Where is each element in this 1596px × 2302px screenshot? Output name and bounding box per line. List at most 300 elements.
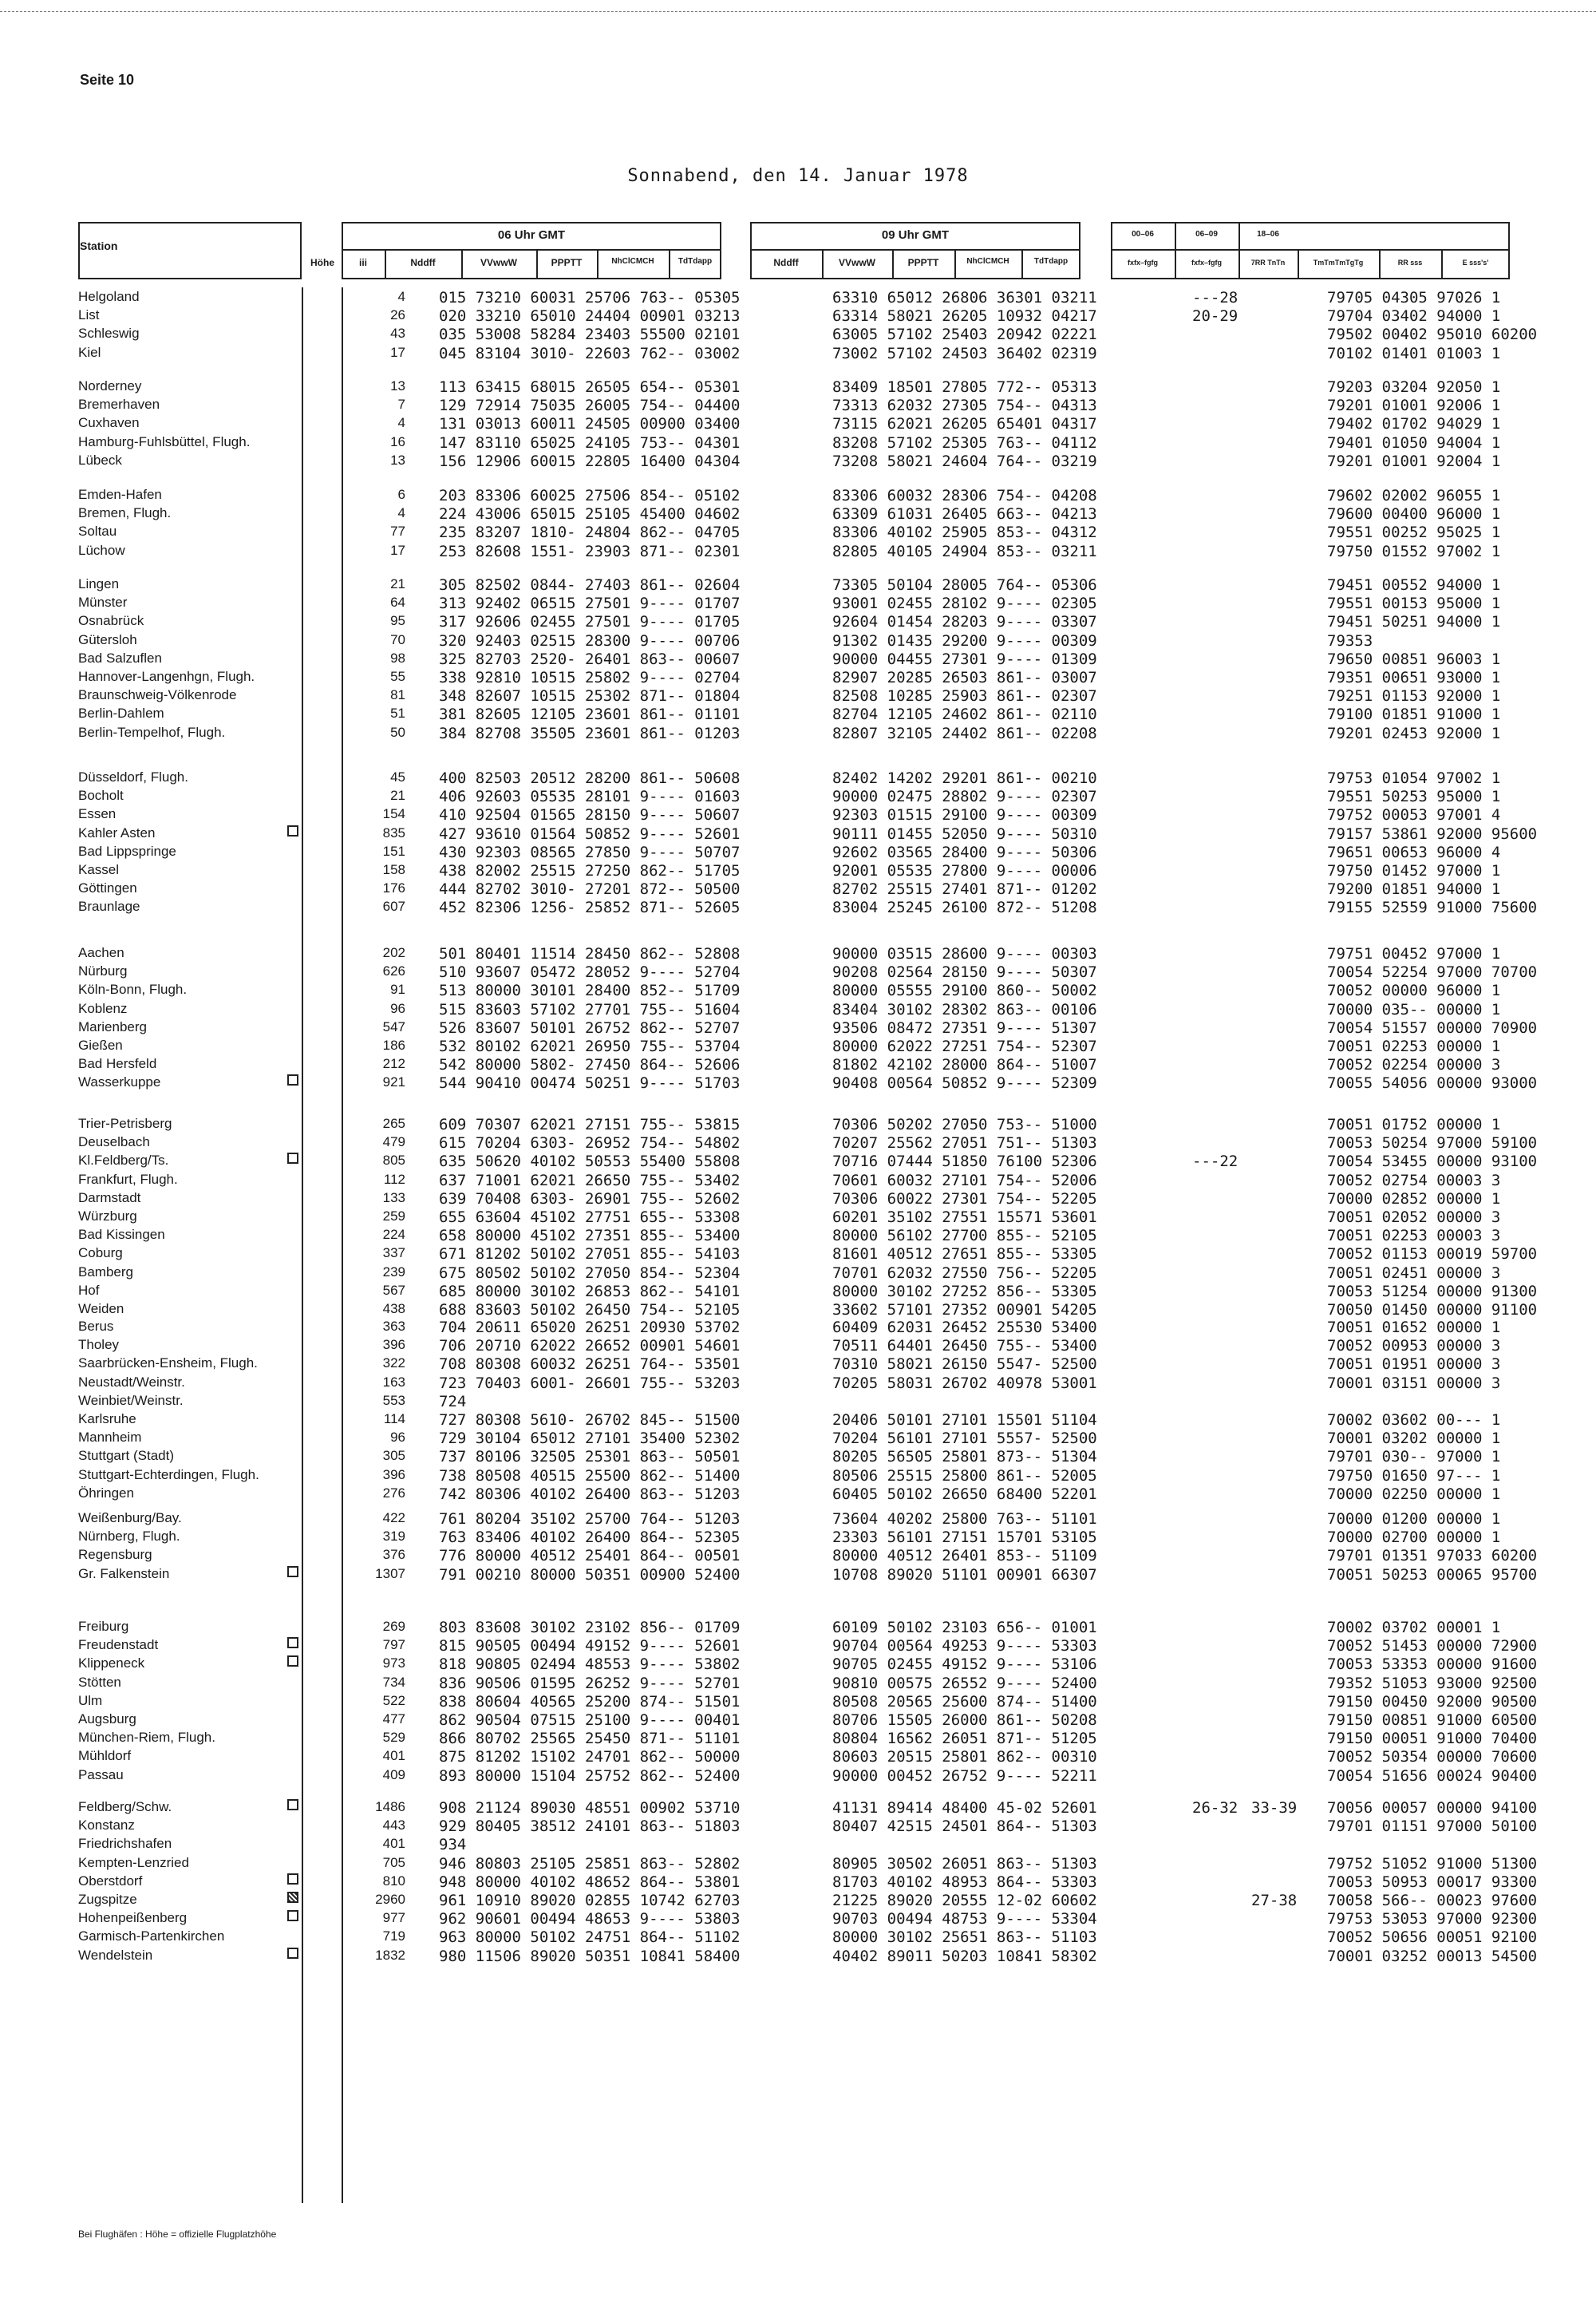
station-height: 409 bbox=[382, 1766, 405, 1782]
table-row bbox=[78, 289, 1555, 307]
table-row bbox=[78, 1619, 1555, 1636]
table-row bbox=[78, 1019, 1555, 1037]
station-height: 607 bbox=[382, 899, 405, 915]
observation-code: 929 80405 38512 24101 863-- 51803 bbox=[439, 1817, 741, 1836]
observation-code: 80506 25515 25800 861-- 52005 bbox=[832, 1466, 1097, 1485]
observation-code: 671 81202 50102 27051 855-- 54103 bbox=[439, 1245, 741, 1264]
observation-code: ---22 bbox=[1192, 1153, 1238, 1171]
observation-code: 92602 03565 28400 9---- 50306 bbox=[832, 843, 1097, 861]
observation-code: 235 83207 1810- 24804 862-- 04705 bbox=[439, 524, 741, 542]
observation-code: 70053 53353 00000 91600 bbox=[1327, 1655, 1538, 1674]
observation-code: 70000 02250 00000 1 bbox=[1327, 1485, 1501, 1503]
observation-code: 80706 15505 26000 861-- 50208 bbox=[832, 1711, 1097, 1729]
station-height: 805 bbox=[382, 1153, 405, 1169]
header-hoehe: Höhe bbox=[310, 257, 334, 268]
observation-code: 82805 40105 24904 853-- 03211 bbox=[832, 542, 1097, 560]
station-height: 265 bbox=[382, 1116, 405, 1131]
observation-code: 862 90504 07515 25100 9---- 00401 bbox=[439, 1711, 741, 1729]
station-height: 114 bbox=[383, 1411, 405, 1426]
observation-code: 838 80604 40565 25200 874-- 51501 bbox=[439, 1692, 741, 1711]
observation-code: 80905 30502 26051 863-- 51303 bbox=[832, 1854, 1097, 1873]
station-height: 396 bbox=[382, 1337, 405, 1353]
station-name: Coburg bbox=[78, 1245, 123, 1261]
table-row bbox=[78, 1836, 1555, 1853]
observation-code: 438 82002 25515 27250 862-- 51705 bbox=[439, 862, 741, 880]
station-height: 363 bbox=[382, 1319, 405, 1334]
station-name: Weinbiet/Weinstr. bbox=[78, 1392, 184, 1408]
station-height: 719 bbox=[382, 1928, 405, 1944]
observation-code: 510 93607 05472 28052 9---- 52704 bbox=[439, 963, 741, 982]
station-name: Klippeneck bbox=[78, 1655, 145, 1671]
mountain-station-marker-icon bbox=[287, 1637, 298, 1648]
observation-code: 946 80803 25105 25851 863-- 52802 bbox=[439, 1854, 741, 1873]
observation-code: 035 53008 58284 23403 55500 02101 bbox=[439, 326, 741, 344]
header-ff2: fxfx–fgfg bbox=[1191, 259, 1222, 267]
table-row bbox=[78, 1655, 1555, 1673]
observation-code: 80407 42515 24501 864-- 51303 bbox=[832, 1817, 1097, 1836]
observation-code: 33602 57101 27352 00901 54205 bbox=[832, 1301, 1097, 1319]
observation-code: 82508 10285 25903 861-- 02307 bbox=[832, 687, 1097, 706]
observation-code: 70051 01752 00000 1 bbox=[1327, 1116, 1501, 1133]
station-name: Friedrichshafen bbox=[78, 1836, 172, 1852]
observation-code: 384 82708 35505 23601 861-- 01203 bbox=[439, 724, 741, 742]
table-row bbox=[78, 687, 1555, 705]
observation-code: 325 82703 2520- 26401 863-- 00607 bbox=[439, 650, 741, 668]
observation-code: 60109 50102 23103 656-- 01001 bbox=[832, 1619, 1097, 1636]
station-height: 734 bbox=[382, 1674, 405, 1690]
table-row bbox=[78, 1355, 1555, 1373]
table-row bbox=[78, 595, 1555, 612]
table-row bbox=[78, 1245, 1555, 1263]
station-name: Mühldorf bbox=[78, 1748, 132, 1764]
station-height: 133 bbox=[382, 1189, 405, 1205]
observation-code: 761 80204 35102 25700 764-- 51203 bbox=[439, 1510, 741, 1528]
observation-code: 70000 02852 00000 1 bbox=[1327, 1189, 1501, 1208]
observation-code: 400 82503 20512 28200 861-- 50608 bbox=[439, 769, 741, 787]
station-name: Mannheim bbox=[78, 1430, 142, 1446]
station-name: Gießen bbox=[78, 1038, 123, 1053]
observation-code: 63314 58021 26205 10932 04217 bbox=[832, 307, 1097, 326]
station-name: Feldberg/Schw. bbox=[78, 1799, 172, 1814]
station-name: Garmisch-Partenkirchen bbox=[78, 1928, 225, 1944]
observation-code: ---28 bbox=[1192, 289, 1238, 307]
station-height: 422 bbox=[382, 1510, 405, 1525]
observation-code: 803 83608 30102 23102 856-- 01709 bbox=[439, 1619, 741, 1636]
table-row bbox=[78, 725, 1555, 742]
observation-code: 203 83306 60025 27506 854-- 05102 bbox=[439, 487, 741, 504]
observation-code: 742 80306 40102 26400 863-- 51203 bbox=[439, 1485, 741, 1503]
header-period-00-06: 00–06 bbox=[1132, 230, 1154, 239]
observation-code: 635 50620 40102 50553 55400 55808 bbox=[439, 1153, 741, 1171]
observation-code: 615 70204 6303- 26952 754-- 54802 bbox=[439, 1134, 741, 1153]
observation-code: 818 90805 02494 48553 9---- 53802 bbox=[439, 1655, 741, 1674]
observation-code: 70051 02253 00000 1 bbox=[1327, 1038, 1501, 1055]
station-height: 158 bbox=[382, 862, 405, 877]
observation-code: 81802 42102 28000 864-- 51007 bbox=[832, 1056, 1097, 1074]
observation-code: 70205 58031 26702 40978 53001 bbox=[832, 1374, 1097, 1392]
observation-code: 79600 00400 96000 1 bbox=[1327, 505, 1501, 524]
observation-code: 70002 03702 00001 1 bbox=[1327, 1619, 1501, 1636]
observation-code: 79201 01001 92004 1 bbox=[1327, 452, 1501, 470]
observation-code: 70052 50656 00051 92100 bbox=[1327, 1928, 1538, 1947]
header-06-tdtd: TdTdapp bbox=[678, 257, 713, 266]
station-name: Norderney bbox=[78, 378, 142, 394]
observation-code: 609 70307 62021 27151 755-- 53815 bbox=[439, 1116, 741, 1133]
observation-code: 79201 02453 92000 1 bbox=[1327, 724, 1501, 742]
observation-code: 658 80000 45102 27351 855-- 53400 bbox=[439, 1227, 741, 1245]
table-row bbox=[78, 1001, 1555, 1018]
observation-code: 908 21124 89030 48551 00902 53710 bbox=[439, 1799, 741, 1817]
page-number: Seite 10 bbox=[80, 72, 135, 88]
observation-code: 91302 01435 29200 9---- 00309 bbox=[832, 631, 1097, 650]
observation-code: 23303 56101 27151 15701 53105 bbox=[832, 1529, 1097, 1547]
table-row bbox=[78, 1430, 1555, 1447]
observation-code: 20406 50101 27101 15501 51104 bbox=[832, 1411, 1097, 1429]
station-name: Regensburg bbox=[78, 1547, 152, 1563]
station-height: 55 bbox=[390, 669, 405, 684]
station-name: Wasserkuppe bbox=[78, 1074, 161, 1090]
observation-code: 961 10910 89020 02855 10742 62703 bbox=[439, 1892, 741, 1909]
station-name: Stuttgart-Echterdingen, Flugh. bbox=[78, 1466, 259, 1482]
observation-code: 79251 01153 92000 1 bbox=[1327, 687, 1501, 706]
observation-code: 80603 20515 25801 862-- 00310 bbox=[832, 1748, 1097, 1766]
observation-code: 79353 bbox=[1327, 631, 1373, 650]
station-height: 2960 bbox=[375, 1892, 405, 1907]
table-row bbox=[78, 1711, 1555, 1729]
table-row bbox=[78, 651, 1555, 668]
station-name: Koblenz bbox=[78, 1000, 128, 1016]
table-row bbox=[78, 434, 1555, 452]
observation-code: 79705 04305 97026 1 bbox=[1327, 289, 1501, 307]
station-name: Bamberg bbox=[78, 1264, 133, 1280]
observation-code: 79753 53053 97000 92300 bbox=[1327, 1910, 1538, 1928]
station-name: Neustadt/Weinstr. bbox=[78, 1374, 185, 1390]
station-height: 443 bbox=[382, 1817, 405, 1833]
observation-code: 81703 40102 48953 864-- 53303 bbox=[832, 1873, 1097, 1891]
observation-code: 90000 04455 27301 9---- 01309 bbox=[832, 650, 1097, 668]
table-row bbox=[78, 788, 1555, 805]
header-06-ppptt: PPPTT bbox=[551, 257, 583, 268]
mountain-station-marker-icon bbox=[287, 825, 298, 837]
station-name: Augsburg bbox=[78, 1711, 136, 1726]
observation-code: 73313 62032 27305 754-- 04313 bbox=[832, 397, 1097, 415]
station-height: 705 bbox=[382, 1854, 405, 1870]
table-row bbox=[78, 1510, 1555, 1528]
observation-code: 70052 02754 00003 3 bbox=[1327, 1171, 1501, 1189]
observation-code: 63309 61031 26405 663-- 04213 bbox=[832, 505, 1097, 524]
station-name: Stötten bbox=[78, 1674, 121, 1690]
observation-code: 79502 00402 95010 60200 bbox=[1327, 326, 1538, 344]
table-row bbox=[78, 1529, 1555, 1546]
observation-code: 70207 25562 27051 751-- 51303 bbox=[832, 1134, 1097, 1153]
station-name: Nürburg bbox=[78, 963, 128, 979]
table-row bbox=[78, 1301, 1555, 1319]
header-09-nddff: Nddff bbox=[773, 257, 799, 268]
station-name: Ulm bbox=[78, 1692, 103, 1708]
station-height: 529 bbox=[382, 1730, 405, 1746]
table-row bbox=[78, 487, 1555, 504]
observation-code: 685 80000 30102 26853 862-- 54101 bbox=[439, 1282, 741, 1300]
observation-code: 60201 35102 27551 15571 53601 bbox=[832, 1208, 1097, 1226]
observation-code: 60405 50102 26650 68400 52201 bbox=[832, 1485, 1097, 1503]
station-height: 176 bbox=[382, 880, 405, 896]
table-row bbox=[78, 1411, 1555, 1429]
station-height: 973 bbox=[382, 1655, 405, 1671]
station-height: 51 bbox=[390, 706, 405, 722]
station-name: Münster bbox=[78, 595, 128, 611]
observation-code: 83404 30102 28302 863-- 00106 bbox=[832, 1000, 1097, 1018]
station-name: Oberstdorf bbox=[78, 1873, 143, 1889]
observation-code: 73002 57102 24503 36402 02319 bbox=[832, 344, 1097, 362]
observation-code: 82907 20285 26503 861-- 03007 bbox=[832, 669, 1097, 686]
station-height: 70 bbox=[390, 631, 405, 647]
observation-code: 70054 51557 00000 70900 bbox=[1327, 1018, 1538, 1037]
table-row bbox=[78, 1038, 1555, 1055]
table-row bbox=[78, 1056, 1555, 1074]
mountain-station-marker-icon bbox=[287, 1566, 298, 1577]
observation-code: 70306 60022 27301 754-- 52205 bbox=[832, 1189, 1097, 1208]
observation-code: 406 92603 05535 28101 9---- 01603 bbox=[439, 788, 741, 806]
mountain-station-marker-icon bbox=[287, 1799, 298, 1810]
observation-code: 70052 50354 00000 70600 bbox=[1327, 1748, 1538, 1766]
station-height: 6 bbox=[397, 487, 405, 502]
observation-code: 70051 50253 00065 95700 bbox=[1327, 1565, 1538, 1584]
table-row bbox=[78, 453, 1555, 470]
observation-code: 675 80502 50102 27050 854-- 52304 bbox=[439, 1264, 741, 1282]
station-height: 479 bbox=[382, 1134, 405, 1150]
observation-code: 79651 00653 96000 4 bbox=[1327, 843, 1501, 861]
station-name: Kahler Asten bbox=[78, 825, 156, 841]
observation-code: 92604 01454 28203 9---- 03307 bbox=[832, 613, 1097, 631]
table-row bbox=[78, 613, 1555, 631]
observation-code: 79752 00053 97001 4 bbox=[1327, 806, 1501, 825]
mountain-station-marker-icon bbox=[287, 1910, 298, 1921]
observation-code: 70310 58021 26150 5547- 52500 bbox=[832, 1355, 1097, 1374]
mountain-station-marker-icon bbox=[287, 1948, 298, 1959]
observation-code: 338 92810 10515 25802 9---- 02704 bbox=[439, 669, 741, 686]
observation-code: 727 80308 5610- 26702 845-- 51500 bbox=[439, 1411, 741, 1429]
station-name: List bbox=[78, 307, 100, 323]
observation-code: 501 80401 11514 28450 862-- 52808 bbox=[439, 945, 741, 963]
table-row bbox=[78, 1448, 1555, 1465]
mountain-station-marker-icon bbox=[287, 1153, 298, 1164]
station-name: Lüchow bbox=[78, 542, 125, 558]
observation-code: 83208 57102 25305 763-- 04112 bbox=[832, 433, 1097, 452]
table-row bbox=[78, 844, 1555, 861]
observation-code: 92001 05535 27800 9---- 00006 bbox=[832, 862, 1097, 880]
observation-code: 79753 01054 97002 1 bbox=[1327, 769, 1501, 787]
observation-code: 70053 50254 97000 59100 bbox=[1327, 1134, 1538, 1153]
observation-code: 980 11506 89020 50351 10841 58400 bbox=[439, 1947, 741, 1965]
observation-code: 79150 00051 91000 70400 bbox=[1327, 1730, 1538, 1748]
station-height: 64 bbox=[390, 595, 405, 611]
table-row bbox=[78, 1730, 1555, 1747]
header-period-18-06: 18–06 bbox=[1257, 230, 1279, 239]
station-name: Freudenstadt bbox=[78, 1637, 159, 1653]
observation-code: 532 80102 62021 26950 755-- 53704 bbox=[439, 1038, 741, 1055]
observation-code: 70052 01153 00019 59700 bbox=[1327, 1245, 1538, 1264]
table-row bbox=[78, 307, 1555, 325]
observation-code: 73604 40202 25800 763-- 51101 bbox=[832, 1510, 1097, 1528]
station-name: Weiden bbox=[78, 1301, 124, 1316]
observation-code: 70052 51453 00000 72900 bbox=[1327, 1637, 1538, 1655]
observation-code: 70050 01450 00000 91100 bbox=[1327, 1301, 1538, 1319]
observation-code: 79451 00552 94000 1 bbox=[1327, 576, 1501, 594]
observation-code: 70716 07444 51850 76100 52306 bbox=[832, 1153, 1097, 1171]
observation-code: 738 80508 40515 25500 862-- 51400 bbox=[439, 1466, 741, 1485]
observation-code: 637 71001 62021 26650 755-- 53402 bbox=[439, 1171, 741, 1189]
observation-code: 70053 51254 00000 91300 bbox=[1327, 1282, 1538, 1300]
observation-code: 80000 05555 29100 860-- 50002 bbox=[832, 982, 1097, 1000]
observation-code: 70511 64401 26450 755-- 53400 bbox=[832, 1337, 1097, 1355]
observation-code: 963 80000 50102 24751 864-- 51102 bbox=[439, 1928, 741, 1947]
observation-code: 79200 01851 94000 1 bbox=[1327, 880, 1501, 899]
station-height: 81 bbox=[390, 687, 405, 703]
header-period-06-09: 06–09 bbox=[1195, 230, 1218, 239]
station-name: Braunschweig-Völkenrode bbox=[78, 687, 237, 703]
station-name: Frankfurt, Flugh. bbox=[78, 1171, 178, 1187]
station-height: 553 bbox=[382, 1392, 405, 1408]
table-row bbox=[78, 1153, 1555, 1170]
station-name: Konstanz bbox=[78, 1817, 135, 1833]
observation-code: 70001 03151 00000 3 bbox=[1327, 1374, 1501, 1392]
observation-code: 948 80000 40102 48652 864-- 53801 bbox=[439, 1873, 741, 1891]
station-name: Freiburg bbox=[78, 1619, 129, 1634]
observation-code: 79451 50251 94000 1 bbox=[1327, 613, 1501, 631]
table-row bbox=[78, 345, 1555, 362]
observation-code: 430 92303 08565 27850 9---- 50707 bbox=[439, 843, 741, 861]
table-row bbox=[78, 1928, 1555, 1946]
observation-code: 70000 02700 00000 1 bbox=[1327, 1529, 1501, 1547]
observation-code: 93001 02455 28102 9---- 02305 bbox=[832, 595, 1097, 613]
observation-code: 763 83406 40102 26400 864-- 52305 bbox=[439, 1529, 741, 1547]
observation-code: 82702 25515 27401 871-- 01202 bbox=[832, 880, 1097, 899]
observation-code: 90703 00494 48753 9---- 53304 bbox=[832, 1910, 1097, 1928]
station-name: Braunlage bbox=[78, 899, 140, 915]
table-row bbox=[78, 505, 1555, 523]
station-height: 477 bbox=[382, 1711, 405, 1726]
observation-code: 79201 01001 92006 1 bbox=[1327, 397, 1501, 415]
table-row bbox=[78, 1855, 1555, 1873]
observation-code: 729 30104 65012 27101 35400 52302 bbox=[439, 1430, 741, 1448]
station-height: 396 bbox=[382, 1466, 405, 1482]
observation-code: 90810 00575 26552 9---- 52400 bbox=[832, 1674, 1097, 1692]
station-height: 376 bbox=[382, 1547, 405, 1563]
station-name: Hof bbox=[78, 1282, 100, 1298]
table-row bbox=[78, 1172, 1555, 1189]
station-name: Stuttgart (Stadt) bbox=[78, 1448, 174, 1464]
observation-code: 26-32 bbox=[1192, 1799, 1238, 1817]
observation-code: 724 bbox=[439, 1392, 467, 1410]
observation-code: 70000 01200 00000 1 bbox=[1327, 1510, 1501, 1528]
station-height: 921 bbox=[382, 1074, 405, 1090]
table-row bbox=[78, 769, 1555, 787]
station-name: Deuselbach bbox=[78, 1134, 150, 1150]
station-name: Marienberg bbox=[78, 1018, 147, 1034]
station-height: 43 bbox=[390, 326, 405, 342]
observation-code: 79701 030-- 97000 1 bbox=[1327, 1448, 1501, 1466]
table-row bbox=[78, 1337, 1555, 1355]
table-row bbox=[78, 706, 1555, 723]
observation-code: 015 73210 60031 25706 763-- 05305 bbox=[439, 289, 741, 307]
observation-code: 82402 14202 29201 861-- 00210 bbox=[832, 769, 1097, 787]
station-name: Berlin-Dahlem bbox=[78, 706, 164, 722]
station-name: Osnabrück bbox=[78, 613, 144, 629]
observation-code: 79551 00252 95025 1 bbox=[1327, 524, 1501, 542]
station-height: 401 bbox=[382, 1748, 405, 1764]
observation-code: 90208 02564 28150 9---- 50307 bbox=[832, 963, 1097, 982]
observation-code: 452 82306 1256- 25852 871-- 52605 bbox=[439, 899, 741, 917]
header-06-nddff: Nddff bbox=[410, 257, 436, 268]
station-height: 186 bbox=[382, 1038, 405, 1053]
observation-code: 83306 60032 28306 754-- 04208 bbox=[832, 487, 1097, 504]
header-ff1: fxfx–fgfg bbox=[1128, 259, 1158, 267]
observation-code: 63310 65012 26806 36301 03211 bbox=[832, 289, 1097, 307]
observation-code: 70052 00953 00000 3 bbox=[1327, 1337, 1501, 1355]
observation-code: 381 82605 12105 23601 861-- 01101 bbox=[439, 706, 741, 724]
observation-code: 045 83104 3010- 22603 762-- 03002 bbox=[439, 344, 741, 362]
table-row bbox=[78, 1485, 1555, 1503]
observation-code: 90000 02475 28802 9---- 02307 bbox=[832, 788, 1097, 806]
station-height: 401 bbox=[382, 1836, 405, 1852]
table-row bbox=[78, 982, 1555, 999]
station-name: Würzburg bbox=[78, 1208, 137, 1224]
station-name: München-Riem, Flugh. bbox=[78, 1730, 215, 1746]
observation-code: 542 80000 5802- 27450 864-- 52606 bbox=[439, 1056, 741, 1074]
observation-code: 79157 53861 92000 95600 bbox=[1327, 825, 1538, 843]
observation-code: 70306 50202 27050 753-- 51000 bbox=[832, 1116, 1097, 1133]
observation-code: 320 92403 02515 28300 9---- 00706 bbox=[439, 631, 741, 650]
header-06-title: 06 Uhr GMT bbox=[497, 228, 566, 242]
observation-code: 410 92504 01565 28150 9---- 50607 bbox=[439, 806, 741, 825]
table-row bbox=[78, 880, 1555, 898]
station-name: Öhringen bbox=[78, 1485, 134, 1501]
observation-code: 70054 52254 97000 70700 bbox=[1327, 963, 1538, 982]
header-09-nhcl: NhClCMCH bbox=[966, 257, 1009, 266]
table-row bbox=[78, 378, 1555, 396]
observation-code: 79701 01351 97033 60200 bbox=[1327, 1547, 1538, 1565]
observation-code: 70051 02451 00000 3 bbox=[1327, 1264, 1501, 1282]
observation-code: 70001 03252 00013 54500 bbox=[1327, 1947, 1538, 1965]
station-name: Bad Salzuflen bbox=[78, 650, 162, 666]
table-row bbox=[78, 1873, 1555, 1891]
observation-code: 893 80000 15104 25752 862-- 52400 bbox=[439, 1766, 741, 1785]
observation-code: 70058 566-- 00023 97600 bbox=[1327, 1892, 1538, 1909]
table-row bbox=[78, 825, 1555, 843]
observation-code: 791 00210 80000 50351 00900 52400 bbox=[439, 1565, 741, 1584]
observation-code: 875 81202 15102 24701 862-- 50000 bbox=[439, 1748, 741, 1766]
observation-code: 90000 00452 26752 9---- 52211 bbox=[832, 1766, 1097, 1785]
mountain-station-marker-icon bbox=[287, 1074, 298, 1086]
observation-code: 83409 18501 27805 772-- 05313 bbox=[832, 378, 1097, 396]
station-height: 810 bbox=[382, 1873, 405, 1889]
station-name: Kl.Feldberg/Ts. bbox=[78, 1153, 169, 1169]
observation-code: 79352 51053 93000 92500 bbox=[1327, 1674, 1538, 1692]
station-name: Passau bbox=[78, 1766, 124, 1782]
observation-code: 79750 01452 97000 1 bbox=[1327, 862, 1501, 880]
station-name: Lübeck bbox=[78, 452, 122, 468]
table-row bbox=[78, 397, 1555, 414]
table-row bbox=[78, 1693, 1555, 1711]
observation-code: 815 90505 00494 49152 9---- 52601 bbox=[439, 1637, 741, 1655]
observation-code: 40402 89011 50203 10841 58302 bbox=[832, 1947, 1097, 1965]
table-row bbox=[78, 669, 1555, 686]
station-height: 1307 bbox=[375, 1565, 405, 1581]
station-height: 1832 bbox=[375, 1947, 405, 1963]
observation-code: 79150 00851 91000 60500 bbox=[1327, 1711, 1538, 1729]
station-name: Gr. Falkenstein bbox=[78, 1565, 170, 1581]
observation-code: 80508 20565 25600 874-- 51400 bbox=[832, 1692, 1097, 1711]
